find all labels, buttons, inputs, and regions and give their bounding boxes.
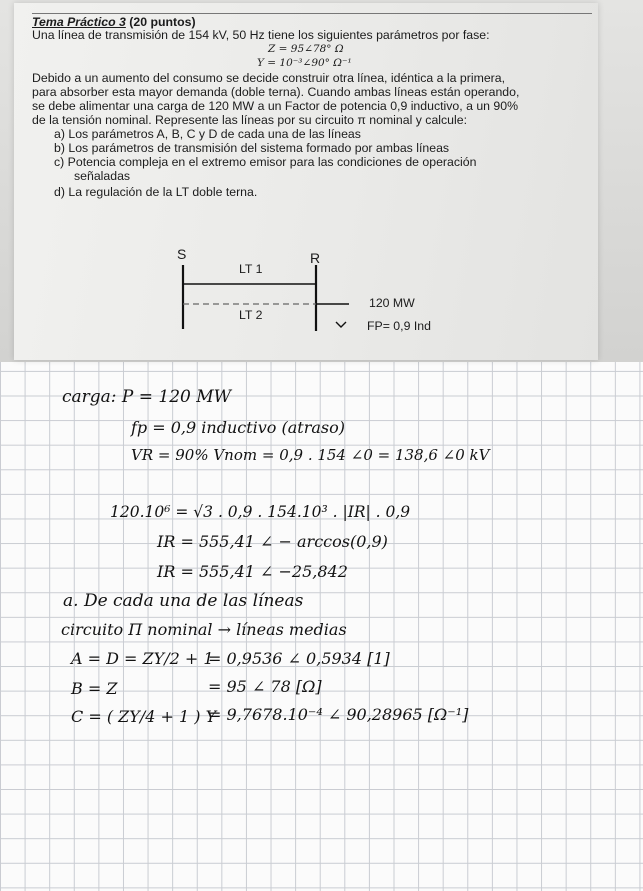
hw-receiving-voltage: VR = 90% Vnom = 0,9 . 154 ∠0 = 138,6 ∠0 kV xyxy=(131,446,490,464)
item-b-text: Los parámetros de transmisión del sistema formado por ambas líneas xyxy=(68,141,450,155)
item-d-text: La regulación de la LT doble terna. xyxy=(68,185,258,199)
item-b xyxy=(54,141,449,155)
hw-load-power: carga: P = 120 MW xyxy=(62,387,232,407)
item-d-label: d) xyxy=(54,185,65,199)
item-a-text: Los parámetros A, B, C y D de cada una de las líneas xyxy=(68,127,361,141)
problem-heading xyxy=(32,15,196,29)
item-c-label: c) xyxy=(54,155,65,169)
hw-param-ad-formula: A = D = ZY/2 + 1 xyxy=(71,649,214,668)
paragraph-line-1: Debido a un aumento del consumo se decide construir otra línea, idéntica a la primera, xyxy=(32,71,506,85)
problem-points: (20 puntos) xyxy=(129,15,196,29)
item-d xyxy=(54,185,257,199)
item-c-text: Potencia compleja en el extremo emisor para las condiciones de operación xyxy=(67,155,477,169)
hw-circuit-note: circuito Π nominal → líneas medias xyxy=(61,620,347,639)
sender-label: S xyxy=(177,246,187,262)
lt1-label: LT 1 xyxy=(239,262,263,276)
lt2-label: LT 2 xyxy=(239,308,263,322)
formula-impedance: Z = 95∠78° Ω xyxy=(268,43,344,55)
problem-sheet xyxy=(14,3,598,360)
receiver-label: R xyxy=(310,250,321,266)
item-a xyxy=(54,127,361,141)
problem-title: Tema Práctico 3 xyxy=(32,15,126,29)
load-pf-label: FP= 0,9 Ind xyxy=(367,319,431,333)
hw-current-value: IR = 555,41 ∠ −25,842 xyxy=(157,562,348,581)
header-rule xyxy=(32,13,592,14)
paragraph-line-2: para absorber esta mayor demanda (doble terna). Cuando ambas líneas están operando, xyxy=(32,85,520,99)
load-power-label: 120 MW xyxy=(369,296,415,310)
problem-photo xyxy=(0,0,643,362)
hw-param-c-value: = 9,7678.10⁻⁴ ∠ 90,28965 [Ω⁻¹] xyxy=(208,705,469,724)
formula-admittance: Y = 10⁻³∠90° Ω⁻¹ xyxy=(257,57,352,69)
item-c-continued: señaladas xyxy=(74,169,131,183)
paragraph-line-3: se debe alimentar una carga de 120 MW a un Factor de potencia 0,9 inductivo, a un 90% xyxy=(32,99,519,113)
item-c xyxy=(54,155,476,169)
hw-power-equation: 120.10⁶ = √3 . 0,9 . 154.10³ . |IR| . 0,9 xyxy=(110,503,411,521)
hw-param-c-formula: C = ( ZY/4 + 1 ) Y xyxy=(71,707,217,726)
item-b-label: b) xyxy=(54,141,65,155)
paragraph-line-4: de la tensión nominal. Represente las líneas por su circuito π nominal y calcule: xyxy=(32,113,468,127)
hw-current-expression: IR = 555,41 ∠ − arccos(0,9) xyxy=(157,532,388,551)
load-arrow-icon xyxy=(336,322,346,327)
item-a-label: a) xyxy=(54,127,65,141)
hw-param-ad-value: = 0,9536 ∠ 0,5934 [1] xyxy=(208,649,390,668)
hw-power-factor: fp = 0,9 inductivo (atraso) xyxy=(131,418,345,437)
hw-param-b-formula: B = Z xyxy=(71,679,118,698)
problem-intro: Una línea de transmisión de 154 kV, 50 Hz tiene los siguientes parámetros por fase: xyxy=(32,28,490,42)
double-line-diagram xyxy=(164,247,464,347)
hw-part-a-heading: a. De cada una de las líneas xyxy=(63,591,304,611)
hw-param-b-value: = 95 ∠ 78 [Ω] xyxy=(208,677,322,696)
